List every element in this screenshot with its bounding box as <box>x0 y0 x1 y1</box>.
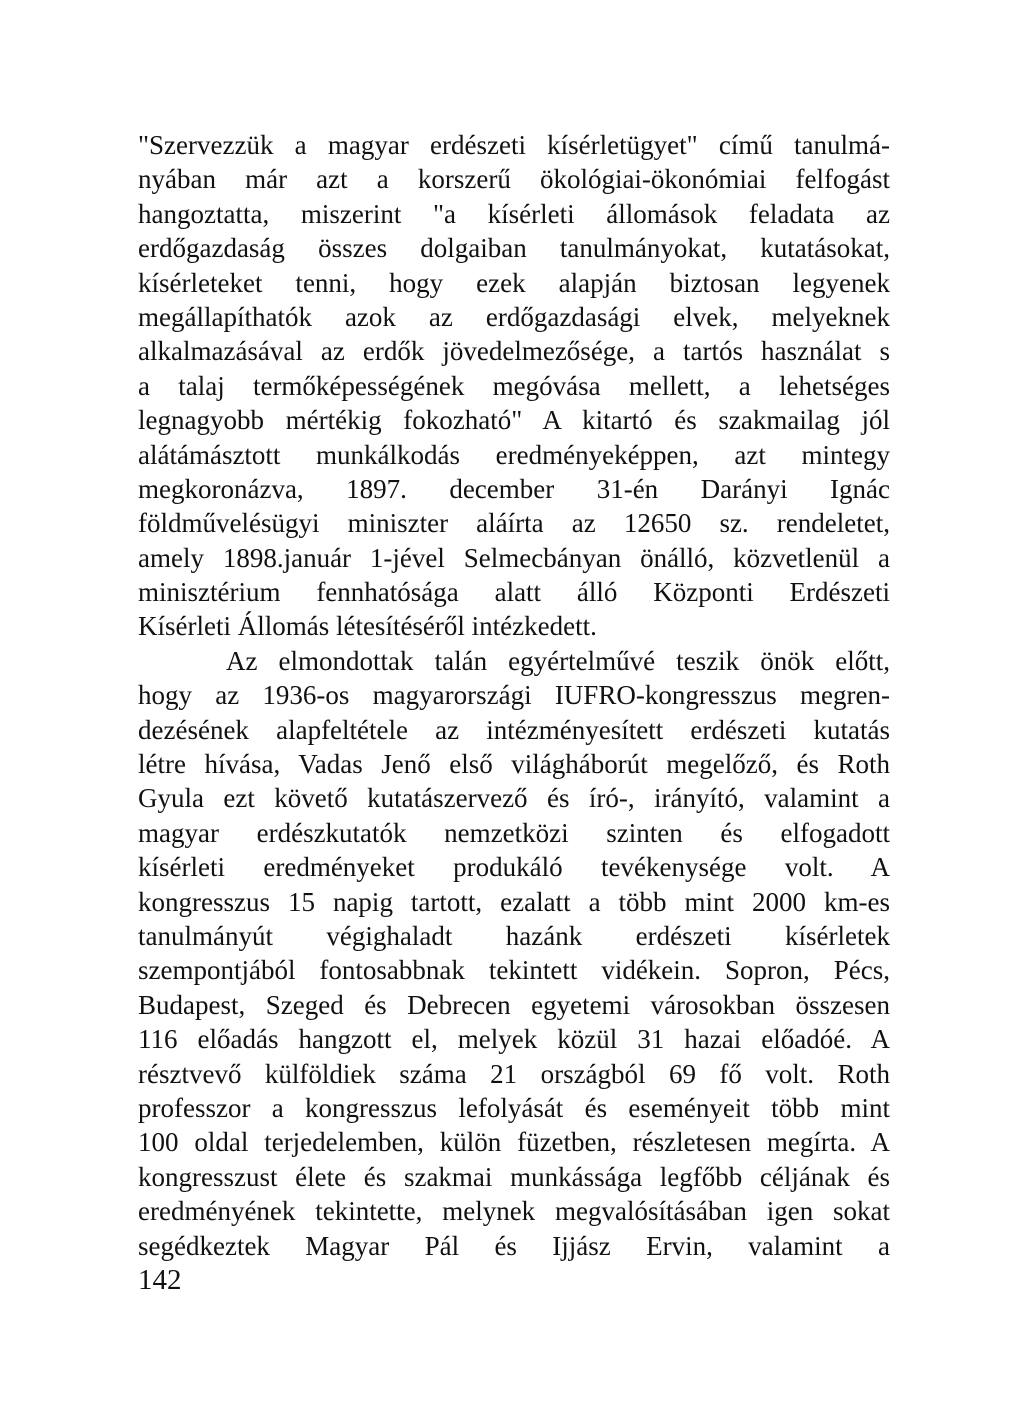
text-line: dezésének alapfeltétele az intézményesített erdészeti kutatás <box>138 714 890 745</box>
text-line: nyában már azt a korszerű ökológiai-ökonómiai felfogást <box>138 164 890 195</box>
text-line: földművelésügyi miniszter aláírta az 12650 sz. rendeletet, <box>138 508 890 539</box>
text-line: kongresszust élete és szakmai munkássága legfőbb céljának és <box>138 1161 890 1192</box>
text-line: megállapíthatók azok az erdőgazdasági elvek, melyeknek <box>138 301 890 332</box>
text-line: amely 1898.január 1-jével Selmecbányan önálló, közvetlenül a <box>138 542 890 573</box>
body-text <box>138 128 890 1263</box>
text-line: kísérleti eredményeket produkáló tevékenysége volt. A <box>138 852 890 883</box>
text-line: minisztérium fennhatósága alatt álló Központi Erdészeti <box>138 577 890 608</box>
text-line: Budapest, Szeged és Debrecen egyetemi városokban összesen <box>138 989 890 1020</box>
text-line: segédkeztek Magyar Pál és Ijjász Ervin, valamint a <box>138 1230 890 1261</box>
text-line: magyar erdészkutatók nemzetközi szinten és elfogadott <box>138 817 890 848</box>
text-line: 100 oldal terjedelemben, külön füzetben, részletesen megírta. A <box>138 1127 890 1158</box>
text-line: létre hívása, Vadas Jenő első világháborút megelőző, és Roth <box>138 749 890 780</box>
page-number: 142 <box>138 1264 182 1296</box>
text-line: kísérleteket tenni, hogy ezek alapján biztosan legyenek <box>138 267 890 298</box>
text-line: alátámásztott munkálkodás eredményeképpen, azt mintegy <box>138 439 890 470</box>
text-line: szempontjából fontosabbnak tekintett vidékein. Sopron, Pécs, <box>138 955 890 986</box>
paragraph-1 <box>138 128 890 644</box>
text-line: kongresszus 15 napig tartott, ezalatt a több mint 2000 km-es <box>138 886 890 917</box>
text-line: alkalmazásával az erdők jövedelmezősége, a tartós használat s <box>138 336 890 367</box>
text-line: megkoronázva, 1897. december 31-én Darányi Ignác <box>138 473 890 504</box>
text-line: Kísérleti Állomás létesítéséről intézkedett. <box>138 611 597 642</box>
text-line: professzor a kongresszus lefolyását és eseményeit több mint <box>138 1092 890 1123</box>
text-line: 116 előadás hangzott el, melyek közül 31 hazai előadóé. A <box>138 1024 890 1055</box>
paragraph-2 <box>138 644 890 1263</box>
text-line: hangoztatta, miszerint "a kísérleti állomások feladata az <box>138 198 890 229</box>
text-line: Gyula ezt követő kutatászervező és író-, irányító, valamint a <box>138 783 890 814</box>
text-line: tanulmányút végighaladt hazánk erdészeti kísérletek <box>138 920 890 951</box>
text-line: Az elmondottak talán egyértelművé teszik önök előtt, <box>226 645 890 676</box>
text-line: erdőgazdaság összes dolgaiban tanulmányokat, kutatásokat, <box>138 233 890 264</box>
text-line: eredményének tekintette, melynek megvalósításában igen sokat <box>138 1196 890 1227</box>
text-line: résztvevő külföldiek száma 21 országból 69 fő volt. Roth <box>138 1058 890 1089</box>
text-line: "Szervezzük a magyar erdészeti kísérletügyet" című tanulmá- <box>138 130 890 160</box>
text-line: legnagyobb mértékig fokozható" A kitartó és szakmailag jól <box>138 405 890 436</box>
text-line: a talaj termőképességének megóvása mellett, a lehetséges <box>138 370 890 401</box>
text-line: hogy az 1936-os magyarországi IUFRO-kongresszus megren- <box>138 680 890 711</box>
